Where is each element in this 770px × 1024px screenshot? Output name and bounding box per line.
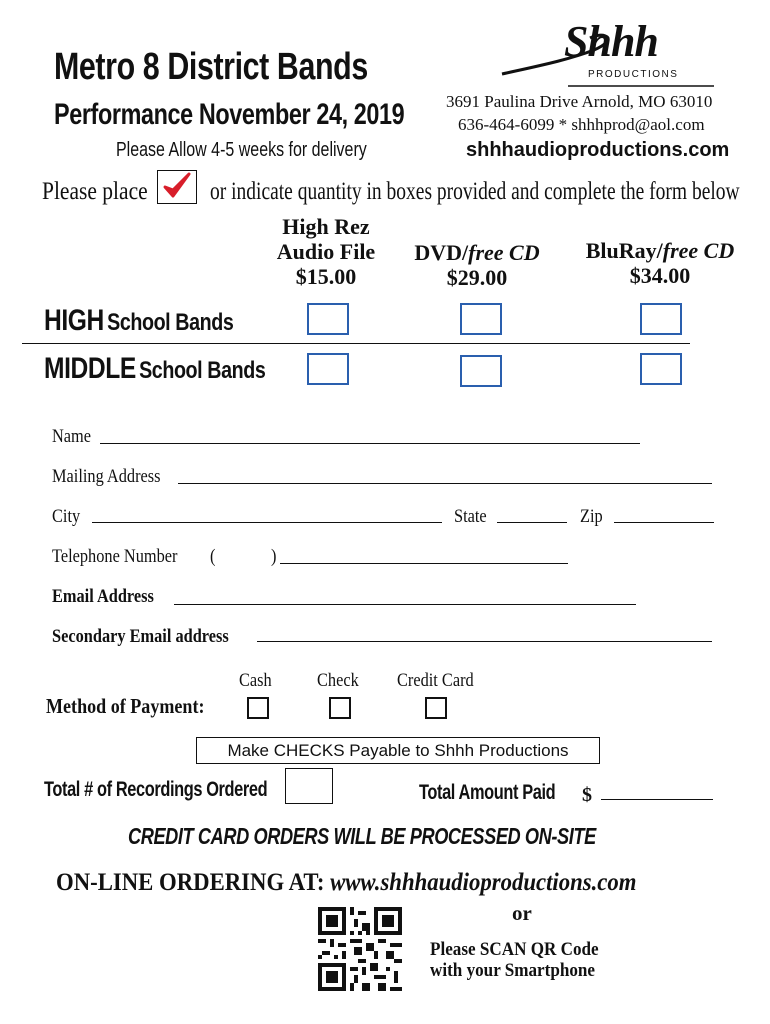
zip-label: Zip bbox=[580, 506, 603, 527]
product-line1b: free CD bbox=[468, 240, 540, 265]
instruction-suffix: or indicate quantity in boxes provided and complete the form below bbox=[210, 178, 740, 205]
online-ordering-prefix: ON-LINE ORDERING AT: bbox=[56, 869, 331, 896]
checks-payable-text: Make CHECKS Payable to Shhh Productions bbox=[227, 741, 569, 760]
product-price: $34.00 bbox=[629, 263, 691, 288]
total-recordings-label: Total # of Recordings Ordered bbox=[44, 778, 268, 801]
or-text: or bbox=[512, 901, 532, 925]
middle-audio-qty-box[interactable] bbox=[307, 353, 349, 385]
secondary-email-field[interactable] bbox=[257, 641, 712, 642]
product-line1: High Rez bbox=[282, 214, 370, 239]
document-title: Metro 8 District Bands bbox=[54, 46, 368, 88]
high-dvd-qty-box[interactable] bbox=[460, 303, 502, 335]
check-checkbox[interactable] bbox=[329, 697, 351, 719]
online-ordering-url[interactable]: www.shhhaudioproductions.com bbox=[330, 869, 637, 896]
online-ordering bbox=[56, 869, 636, 897]
row-label-high bbox=[44, 304, 233, 338]
email-label: Email Address bbox=[52, 586, 154, 607]
scan-instructions bbox=[430, 939, 599, 981]
sample-check-box bbox=[157, 170, 197, 204]
payment-option-check-label: Check bbox=[317, 670, 359, 691]
row-divider bbox=[22, 343, 690, 344]
zip-field[interactable] bbox=[614, 522, 714, 523]
telephone-label: Telephone Number bbox=[52, 546, 178, 567]
total-amount-label: Total Amount Paid bbox=[419, 781, 556, 804]
company-contact: 636-464-6099 * shhhprod@aol.com bbox=[458, 115, 705, 134]
city-field[interactable] bbox=[92, 522, 442, 523]
total-recordings-box[interactable] bbox=[285, 768, 333, 804]
delivery-note: Please Allow 4-5 weeks for delivery bbox=[116, 139, 367, 161]
product-price: $29.00 bbox=[446, 265, 508, 290]
high-audio-qty-box[interactable] bbox=[307, 303, 349, 335]
mailing-address-field[interactable] bbox=[178, 483, 712, 484]
mailing-address-label: Mailing Address bbox=[52, 466, 161, 487]
payment-option-cash-label: Cash bbox=[239, 670, 272, 691]
checkmark-icon bbox=[156, 169, 196, 203]
product-line1b: free CD bbox=[662, 238, 735, 263]
high-bluray-qty-box[interactable] bbox=[640, 303, 682, 335]
logo-subtext: PRODUCTIONS bbox=[588, 69, 679, 80]
instruction-prefix: Please place bbox=[42, 178, 148, 205]
row-label-middle bbox=[44, 352, 265, 386]
product-line1a: BluRay/ bbox=[585, 238, 663, 263]
name-label: Name bbox=[52, 426, 92, 447]
qr-code-icon[interactable] bbox=[318, 907, 402, 991]
state-field[interactable] bbox=[497, 522, 567, 523]
telephone-paren-close: ) bbox=[271, 546, 277, 567]
state-label: State bbox=[454, 506, 487, 527]
scan-line1: Please SCAN QR Code bbox=[430, 939, 599, 960]
company-website: shhhaudioproductions.com bbox=[466, 139, 730, 161]
email-field[interactable] bbox=[174, 604, 636, 605]
cash-checkbox[interactable] bbox=[247, 697, 269, 719]
row-label-small: School Bands bbox=[139, 357, 266, 384]
middle-bluray-qty-box[interactable] bbox=[640, 353, 682, 385]
product-line2: Audio File bbox=[276, 239, 376, 264]
product-line1a: DVD/ bbox=[414, 240, 469, 265]
product-high-rez bbox=[264, 214, 388, 289]
product-dvd bbox=[402, 240, 552, 290]
telephone-field[interactable] bbox=[280, 563, 568, 564]
company-address: 3691 Paulina Drive Arnold, MO 63010 bbox=[446, 92, 713, 111]
company-logo bbox=[498, 17, 714, 88]
row-label-small: School Bands bbox=[107, 309, 234, 336]
row-label-big: MIDDLE bbox=[44, 352, 136, 385]
product-price: $15.00 bbox=[295, 264, 357, 289]
row-label-big: HIGH bbox=[44, 304, 104, 337]
credit-card-checkbox[interactable] bbox=[425, 697, 447, 719]
middle-dvd-qty-box[interactable] bbox=[460, 355, 502, 387]
secondary-email-label: Secondary Email address bbox=[52, 626, 229, 647]
scan-line2: with your Smartphone bbox=[430, 960, 596, 981]
credit-card-note: CREDIT CARD ORDERS WILL BE PROCESSED ON-SITE bbox=[128, 823, 596, 849]
checks-payable-note bbox=[196, 737, 600, 764]
product-bluray bbox=[572, 238, 748, 288]
payment-option-credit-label: Credit Card bbox=[397, 670, 474, 691]
dollar-sign: $ bbox=[582, 784, 592, 806]
performance-date: Performance November 24, 2019 bbox=[54, 98, 405, 131]
total-amount-field[interactable] bbox=[601, 799, 713, 800]
name-field[interactable] bbox=[100, 443, 640, 444]
logo-text: Shhh bbox=[564, 17, 658, 66]
payment-method-label: Method of Payment: bbox=[46, 694, 205, 718]
telephone-paren-open: ( bbox=[210, 546, 216, 567]
city-label: City bbox=[52, 506, 81, 527]
